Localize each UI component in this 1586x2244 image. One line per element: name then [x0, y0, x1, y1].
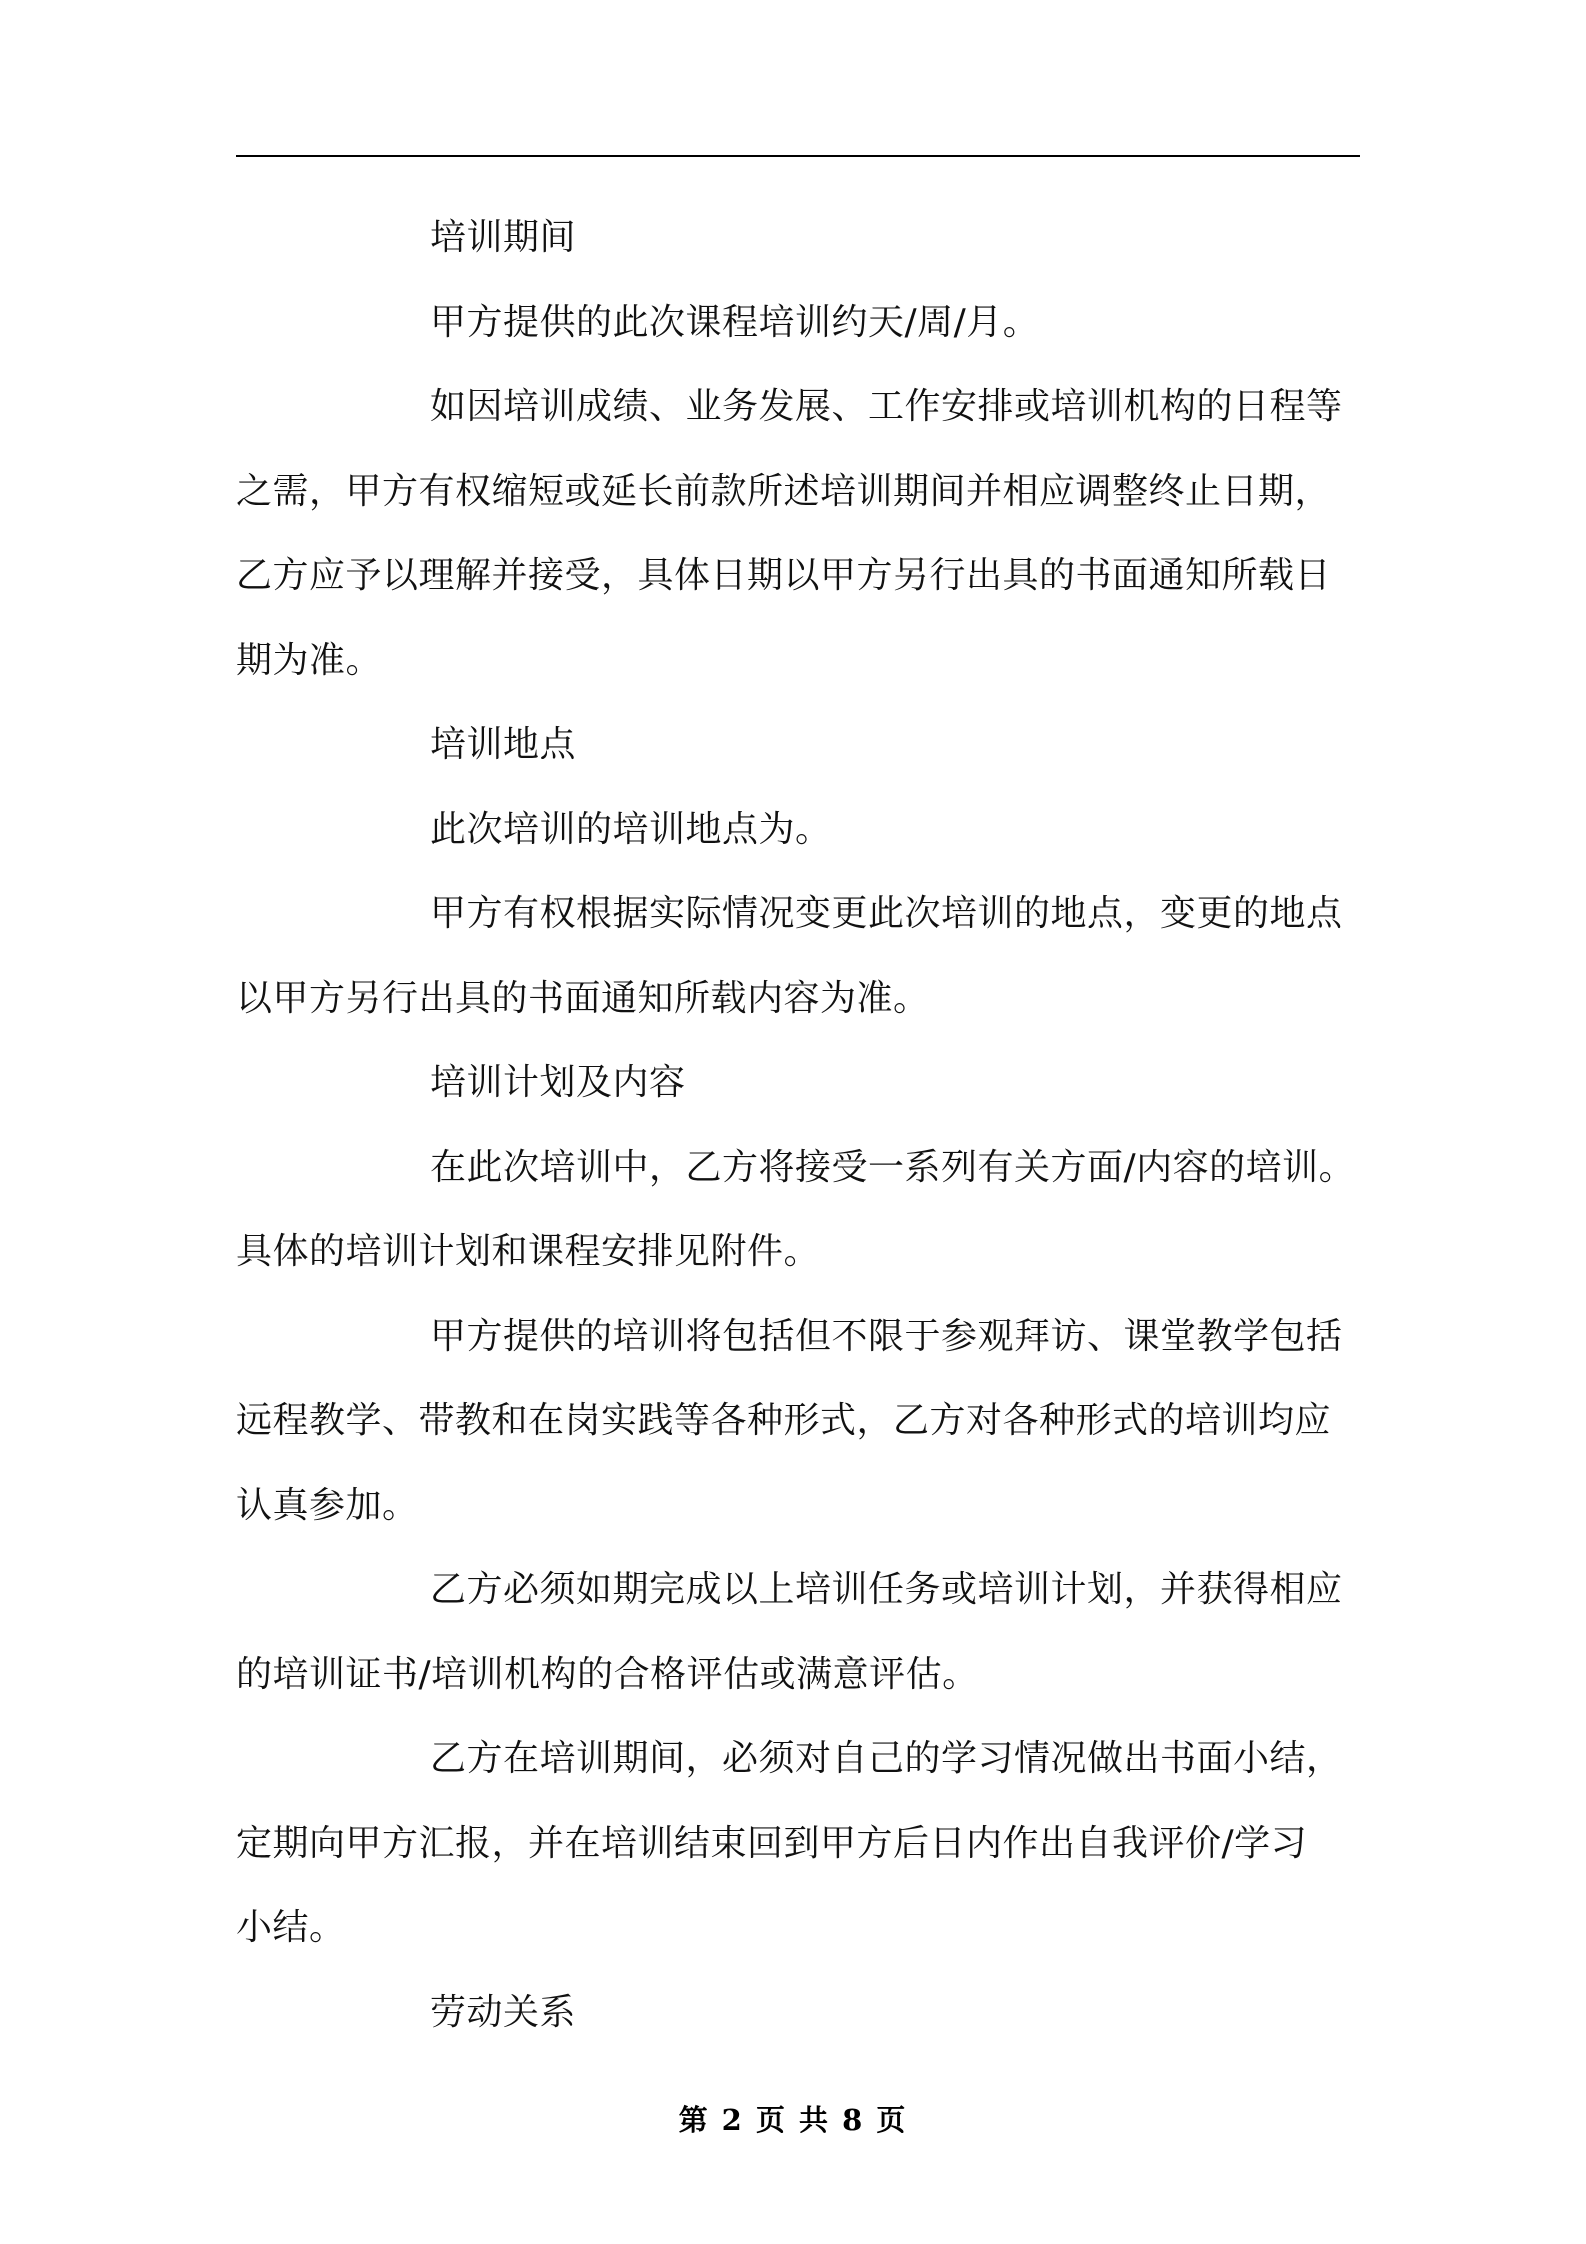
- text-line: 甲方提供的培训将包括但不限于参观拜访、课堂教学包括: [430, 1315, 1343, 1357]
- text-line: 定期向甲方汇报，并在培训结束回到甲方后日内作出自我评价/学习: [236, 1822, 1308, 1864]
- text-line: 甲方提供的此次课程培训约天/周/月。: [430, 301, 1040, 343]
- text-line: 在此次培训中，乙方将接受一系列有关方面/内容的培训。: [430, 1146, 1356, 1188]
- text-line: 以甲方另行出具的书面通知所载内容为准。: [236, 977, 930, 1019]
- text-line: 具体的培训计划和课程安排见附件。: [236, 1231, 821, 1272]
- text-line: 乙方必须如期完成以上培训任务或培训计划，并获得相应: [430, 1569, 1343, 1610]
- header-rule: [236, 155, 1360, 157]
- text-line: 远程教学、带教和在岗实践等各种形式，乙方对各种形式的培训均应: [236, 1400, 1332, 1441]
- text-line: 认真参加。: [236, 1484, 419, 1526]
- text-line: 培训地点: [430, 724, 577, 765]
- text-line: 乙方应予以理解并接受，具体日期以甲方另行出具的书面通知所载日: [236, 555, 1332, 596]
- document-body: [236, 196, 1360, 2055]
- text-line: 期为准。: [236, 639, 383, 681]
- text-line: 甲方有权根据实际情况变更此次培训的地点，变更的地点: [430, 893, 1343, 934]
- text-line: 培训期间: [430, 217, 577, 258]
- text-line: 之需，甲方有权缩短或延长前款所述培训期间并相应调整终止日期，: [236, 470, 1332, 512]
- text-line: 劳动关系: [430, 1991, 577, 2033]
- text-line: 培训计划及内容: [430, 1062, 686, 1103]
- text-line: 乙方在培训期间，必须对自己的学习情况做出书面小结，: [430, 1738, 1343, 1779]
- text-line: 此次培训的培训地点为。: [430, 808, 832, 850]
- text-line: 如因培训成绩、业务发展、工作安排或培训机构的日程等: [430, 386, 1343, 427]
- page-footer: 第 2 页 共 8 页: [678, 2103, 908, 2137]
- text-line: 的培训证书/培训机构的合格评估或满意评估。: [236, 1653, 979, 1695]
- text-line: 小结。: [236, 1907, 346, 1948]
